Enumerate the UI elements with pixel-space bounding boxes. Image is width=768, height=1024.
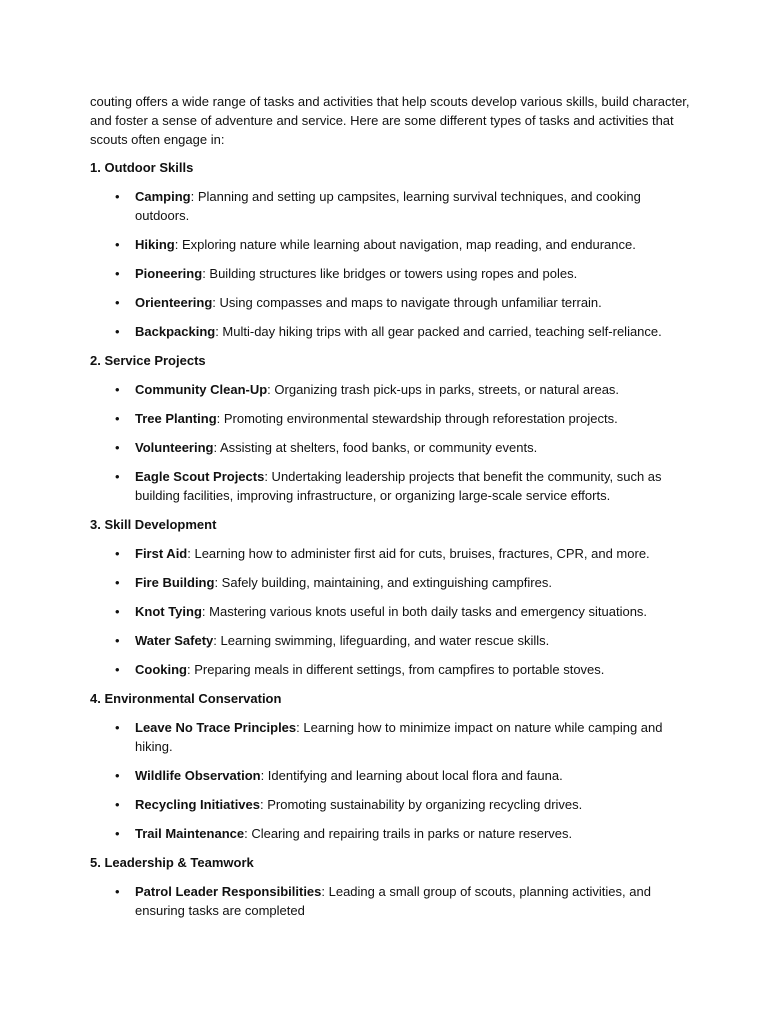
item-description: : Mastering various knots useful in both daily tasks and emergency situations.	[201, 604, 648, 619]
bullet-icon: •	[115, 604, 120, 619]
bullet-icon: •	[115, 768, 120, 783]
list-item	[90, 322, 690, 341]
bullet-icon: •	[115, 266, 120, 281]
item-description: : Using compasses and maps to navigate through unfamiliar terrain.	[212, 295, 602, 310]
item-term: Trail Maintenance	[135, 826, 245, 841]
item-term: Recycling Initiatives	[135, 797, 260, 812]
item-term: Leave No Trace Principles	[135, 720, 297, 735]
section-heading: 2. Service Projects	[90, 353, 206, 368]
bullet-icon: •	[115, 295, 120, 310]
bullet-icon: •	[115, 324, 120, 339]
bullet-icon: •	[115, 546, 120, 561]
bullet-icon: •	[115, 411, 120, 426]
section-environmental-conservation	[90, 689, 690, 843]
item-term: Knot Tying	[135, 604, 202, 619]
document-body	[90, 92, 690, 930]
section-heading: 4. Environmental Conservation	[90, 691, 282, 706]
list-item	[90, 718, 690, 756]
item-term: Hiking	[135, 237, 175, 252]
item-description: : Exploring nature while learning about navigation, map reading, and endurance.	[174, 237, 636, 252]
section-heading: 5. Leadership & Teamwork	[90, 855, 254, 870]
list-item	[90, 467, 690, 505]
bullet-icon: •	[115, 382, 120, 397]
list-item	[90, 293, 690, 312]
item-term: Eagle Scout Projects	[135, 469, 265, 484]
item-description: : Learning how to minimize impact on nature while camping and hiking.	[135, 720, 663, 754]
bullet-icon: •	[115, 469, 120, 484]
list-item	[90, 544, 690, 563]
bullet-icon: •	[115, 633, 120, 648]
bullet-list	[90, 380, 690, 505]
item-term: Pioneering	[135, 266, 203, 281]
item-term: Volunteering	[135, 440, 214, 455]
list-item	[90, 631, 690, 650]
bullet-list	[90, 187, 690, 341]
list-item	[90, 573, 690, 592]
bullet-icon: •	[115, 884, 120, 899]
section-heading: 1. Outdoor Skills	[90, 160, 194, 175]
item-description: : Building structures like bridges or towers using ropes and poles.	[202, 266, 578, 281]
item-description: : Organizing trash pick-ups in parks, streets, or natural areas.	[267, 382, 620, 397]
bullet-icon: •	[115, 797, 120, 812]
list-item	[90, 824, 690, 843]
bullet-icon: •	[115, 189, 120, 204]
bullet-list	[90, 882, 690, 920]
list-item	[90, 380, 690, 399]
item-term: Community Clean-Up	[135, 382, 268, 397]
section-heading: 3. Skill Development	[90, 517, 217, 532]
item-description: : Promoting sustainability by organizing recycling drives.	[260, 797, 583, 812]
bullet-icon: •	[115, 826, 120, 841]
item-term: Orienteering	[135, 295, 213, 310]
item-description: : Undertaking leadership projects that benefit the community, such as building facilities, improving infrastructure, or organizing large-scale service efforts.	[135, 469, 662, 503]
section-skill-development	[90, 515, 690, 679]
item-term: Fire Building	[135, 575, 215, 590]
item-description: : Planning and setting up campsites, learning survival techniques, and cooking outdoors.	[135, 189, 641, 223]
section-leadership-teamwork	[90, 853, 690, 920]
item-description: : Safely building, maintaining, and extinguishing campfires.	[214, 575, 552, 590]
bullet-icon: •	[115, 662, 120, 677]
list-item	[90, 264, 690, 283]
bullet-list	[90, 718, 690, 843]
bullet-icon: •	[115, 440, 120, 455]
item-description: : Multi-day hiking trips with all gear packed and carried, teaching self-reliance.	[215, 324, 662, 339]
bullet-list	[90, 544, 690, 679]
bullet-icon: •	[115, 575, 120, 590]
section-outdoor-skills	[90, 158, 690, 341]
list-item	[90, 409, 690, 428]
item-term: Water Safety	[135, 633, 214, 648]
item-term: Wildlife Observation	[135, 768, 261, 783]
list-item	[90, 766, 690, 785]
list-item	[90, 187, 690, 225]
item-term: First Aid	[135, 546, 188, 561]
list-item	[90, 438, 690, 457]
item-description: : Promoting environmental stewardship through reforestation projects.	[216, 411, 618, 426]
item-description: : Clearing and repairing trails in parks or nature reserves.	[244, 826, 573, 841]
item-term: Camping	[135, 189, 191, 204]
item-description: : Learning how to administer first aid for cuts, bruises, fractures, CPR, and more.	[187, 546, 650, 561]
item-description: : Preparing meals in different settings, from campfires to portable stoves.	[187, 662, 605, 677]
bullet-icon: •	[115, 237, 120, 252]
list-item	[90, 882, 690, 920]
item-term: Tree Planting	[135, 411, 217, 426]
item-term: Cooking	[135, 662, 187, 677]
item-term: Patrol Leader Responsibilities	[135, 884, 322, 899]
bullet-icon: •	[115, 720, 120, 735]
item-description: : Learning swimming, lifeguarding, and water rescue skills.	[213, 633, 550, 648]
list-item	[90, 602, 690, 621]
item-description: : Leading a small group of scouts, planning activities, and ensuring tasks are completed	[135, 884, 651, 918]
intro-paragraph: couting offers a wide range of tasks and activities that help scouts develop various skills, build character, and foster a sense of adventure and service. Here are some different types of tasks and activities that scouts often engage in:	[90, 94, 690, 147]
section-service-projects	[90, 351, 690, 505]
list-item	[90, 660, 690, 679]
list-item	[90, 235, 690, 254]
item-term: Backpacking	[135, 324, 216, 339]
item-description: : Identifying and learning about local flora and fauna.	[260, 768, 563, 783]
list-item	[90, 795, 690, 814]
item-description: : Assisting at shelters, food banks, or community events.	[213, 440, 538, 455]
